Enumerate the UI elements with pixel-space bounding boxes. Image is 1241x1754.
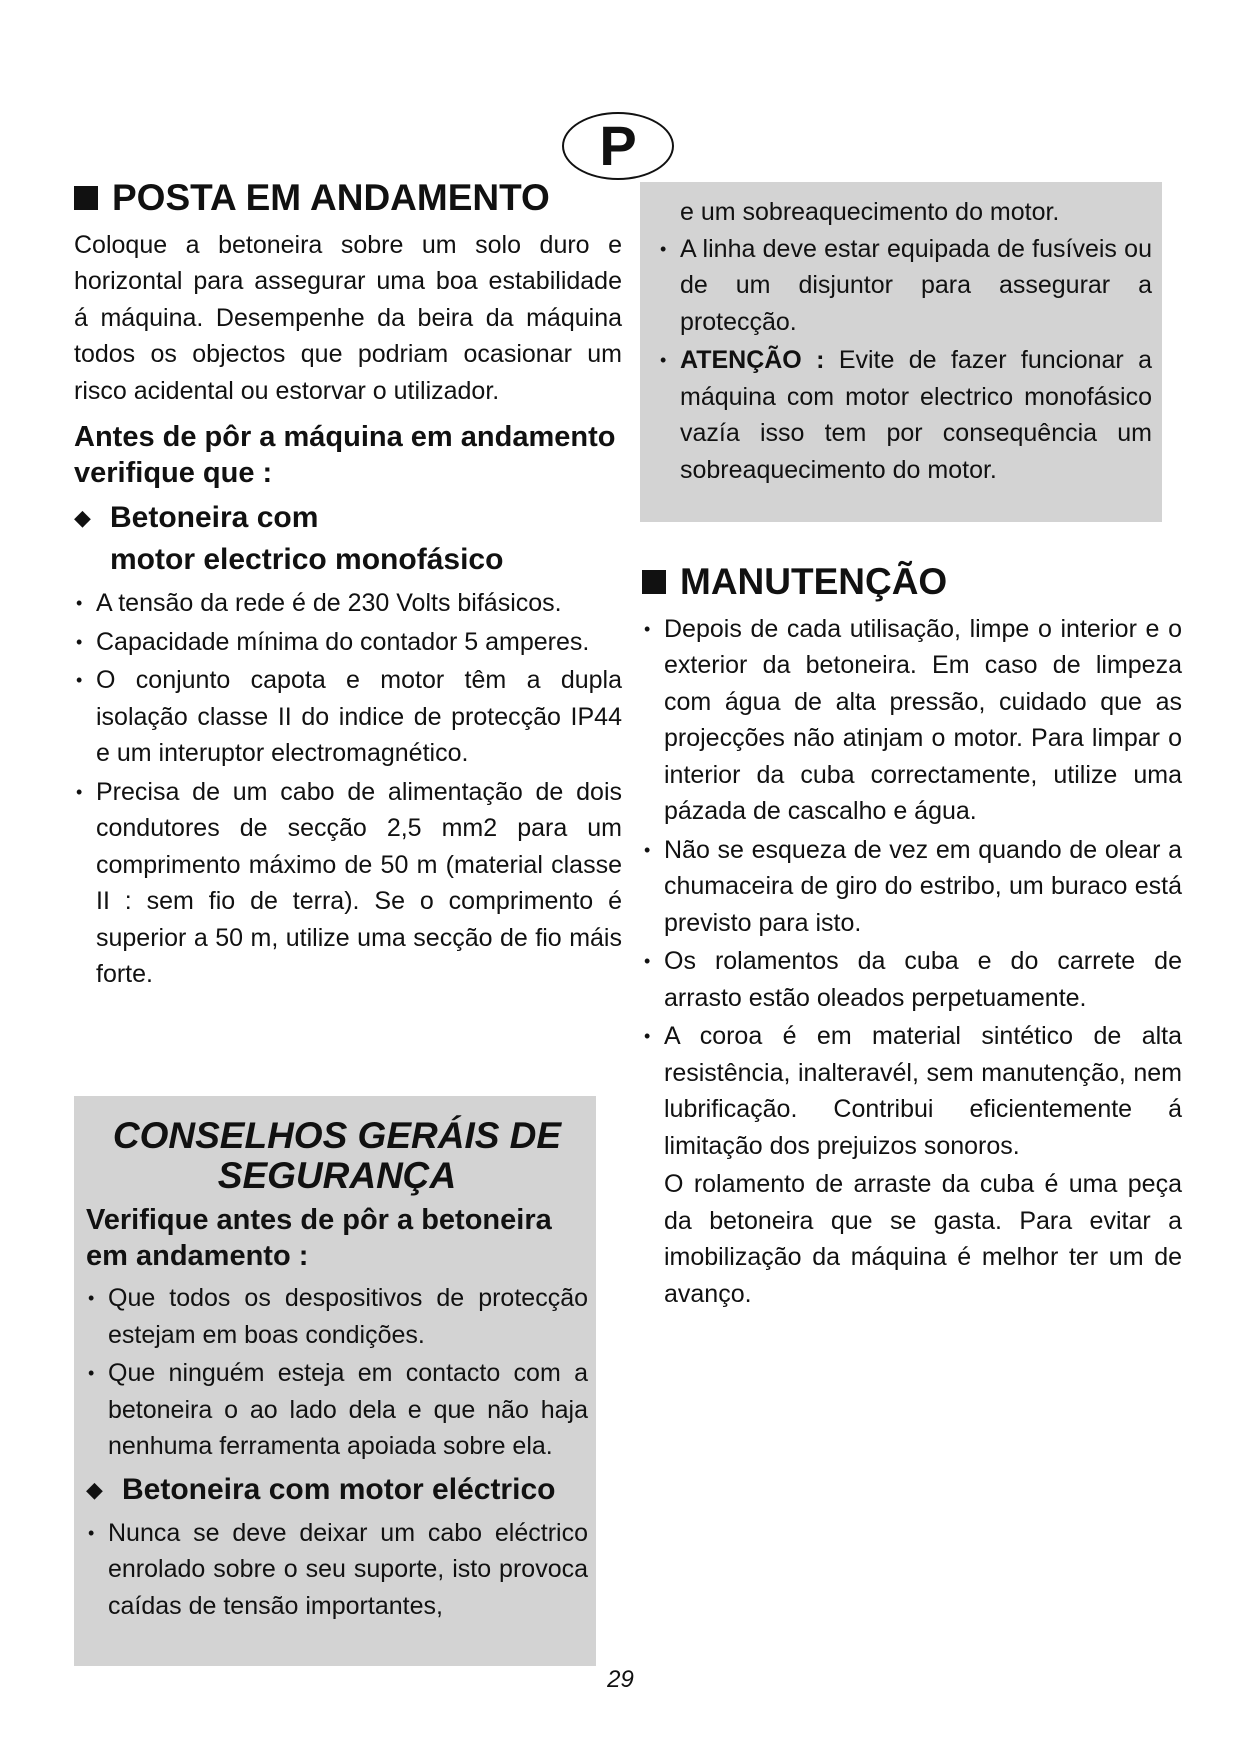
motor-mono-heading-line1: Betoneira com	[110, 501, 319, 535]
motor-mono-heading	[74, 497, 622, 581]
posta-bullet-list	[74, 585, 622, 993]
list-item: • Que todos os despositivos de protecção estejam em boas condições.	[86, 1280, 588, 1353]
list-item: • Precisa de um cabo de alimentação de dois condutores de secção 2,5 mm2 para um comprimento máximo de 50 m (material classe II : sem fio de terra). Se o comprimento é superior a 50 m, utilize uma secção de fio máis forte.	[74, 774, 622, 993]
list-item: • Que ninguém esteja em contacto com a betoneira o ao lado dela e que não haja nenhuma ferramenta apoiada sobre ela.	[86, 1355, 588, 1465]
square-bullet-icon	[74, 186, 98, 210]
safety-title-line1: CONSELHOS GERÁIS DE	[112, 1115, 562, 1156]
safety-check-heading: Verifique antes de pôr a betoneira em andamento :	[86, 1204, 552, 1272]
continuation-bullet-list	[658, 231, 1152, 489]
maintenance-title-text: MANUTENÇÃO	[680, 561, 948, 602]
motor-electric-heading-text: Betoneira com motor eléctrico	[122, 1472, 556, 1506]
list-item: • A tensão da rede é de 230 Volts bifásicos.	[74, 585, 622, 622]
list-item: • Não se esqueza de vez em quando de olear a chumaceira de giro do estribo, um buraco está previsto para isto.	[642, 832, 1182, 942]
list-item: • Depois de cada utilisação, limpe o interior e o exterior da betoneira. Em caso de limpeza com água de alta pressão, cuidado que as projecções não atinjam o motor. Para limpar o interior da cuba correctamente, utilize uma pázada de cascalho e água.	[642, 611, 1182, 830]
diamond-bullet-icon: ◆	[86, 1476, 103, 1502]
list-item: • Os rolamentos da cuba e do carrete de arrasto estão oleados perpetuamente.	[642, 943, 1182, 1016]
maintenance-closing: O rolamento de arraste da cuba é uma peça da betoneira que se gasta. Para evitar a imobilização da máquina é melhor ter um de avanço.	[664, 1170, 1182, 1308]
safety-title-line2: SEGURANÇA	[217, 1155, 457, 1196]
posta-check-heading: Antes de pôr a máquina em andamento verifique que :	[74, 421, 616, 490]
posta-title-text: POSTA EM ANDAMENTO	[112, 177, 550, 218]
safety-motor-bullet-list	[86, 1515, 588, 1625]
square-bullet-icon	[642, 570, 666, 594]
posta-intro: Coloque a betoneira sobre um solo duro e horizontal para assegurar uma boa estabilidade á máquina. Desempenhe da beira da máquina todos os objectos que podriam ocasionar um risco acidental ou estorvar o utilizador.	[74, 230, 622, 405]
motor-electric-heading	[86, 1469, 588, 1511]
maintenance-title	[642, 562, 1182, 603]
list-item: • A linha deve estar equipada de fusíveis ou de um disjuntor para assegurar a protecção.	[658, 231, 1152, 341]
attention-text: Evite de fazer funcionar a máquina com motor electrico monofásico vazía isso tem por consequência um sobreaquecimento do motor.	[680, 346, 1153, 484]
motor-mono-heading-line2: motor electrico monofásico	[110, 543, 504, 577]
language-badge: P	[562, 112, 674, 180]
maintenance-bullet-list	[642, 611, 1182, 1165]
diamond-bullet-icon: ◆	[74, 505, 91, 531]
safety-section	[74, 1096, 596, 1666]
posta-section	[74, 178, 622, 995]
attention-label: ATENÇÃO :	[680, 346, 825, 374]
list-item: • O conjunto capota e motor têm a dupla isolação classe II do indice de protecção IP44 e um interuptor electromagnético.	[74, 662, 622, 772]
posta-title	[74, 178, 622, 219]
attention-item	[658, 342, 1152, 488]
maintenance-section	[642, 562, 1182, 1312]
continuation-text: e um sobreaquecimento do motor.	[680, 198, 1060, 226]
list-item: • Nunca se deve deixar um cabo eléctrico enrolado sobre o seu suporte, isto provoca caídas de tensão importantes,	[86, 1515, 588, 1625]
list-item: • Capacidade mínima do contador 5 amperes.	[74, 624, 622, 661]
list-item: • A coroa é em material sintético de alta resistência, inalteravél, sem manutenção, nem lubrificação. Contribui eficientemente á limitação dos prejuizos sonoros.	[642, 1018, 1182, 1164]
safety-continuation-box	[640, 182, 1162, 522]
page-number: 29	[607, 1666, 634, 1693]
safety-bullet-list	[86, 1280, 588, 1465]
safety-title	[86, 1116, 588, 1196]
